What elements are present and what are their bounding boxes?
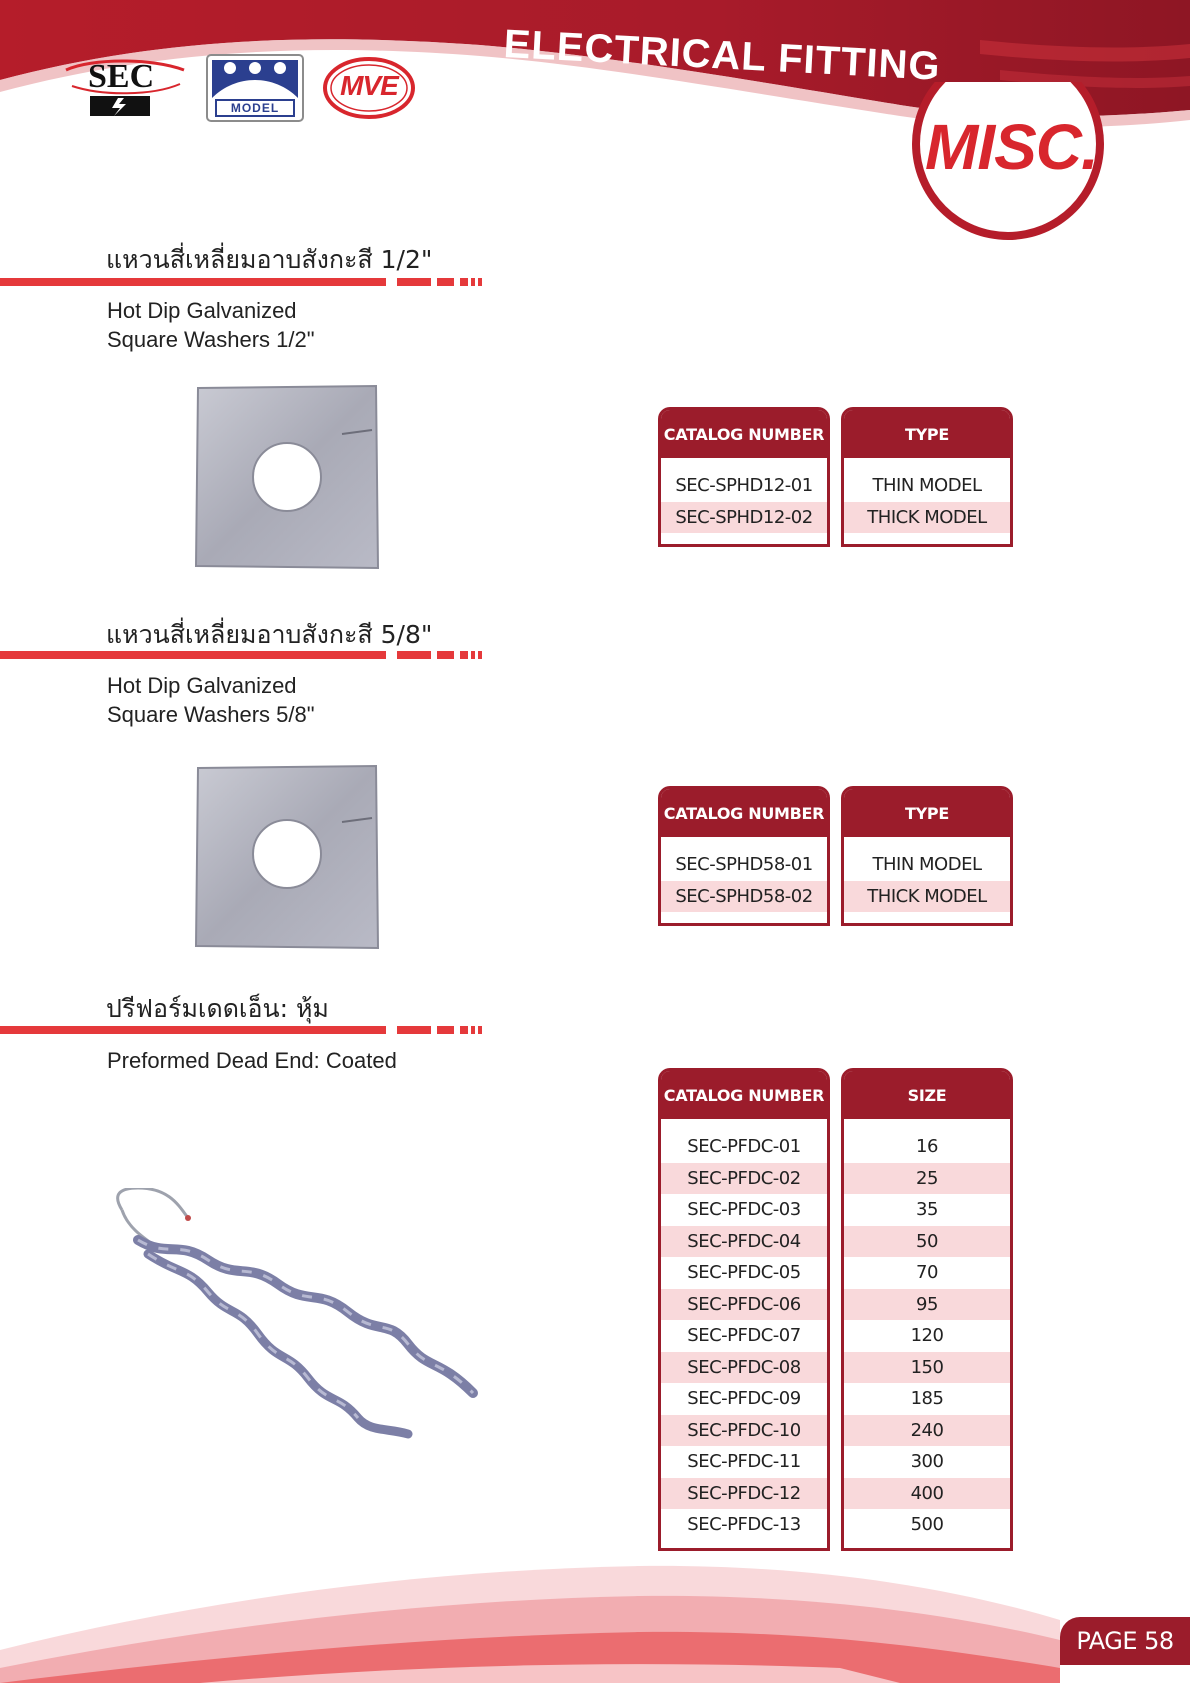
section-1-type-column: [841, 407, 1013, 547]
section-1-english-title: [107, 296, 315, 354]
square-washer-image: [192, 382, 382, 572]
table-cell: 95: [844, 1289, 1010, 1321]
table-cell: 120: [910, 1325, 944, 1347]
catalog-title: ELECTRICAL FITTING: [502, 22, 942, 89]
section-2-english-line-1: Hot Dip Galvanized: [107, 673, 297, 698]
size-header: SIZE: [844, 1071, 1010, 1119]
catalog-number-header: CATALOG NUMBER: [661, 410, 827, 458]
section-3-english-title: [107, 1046, 397, 1075]
section-2-english-line-2: Square Washers 5/8": [107, 702, 315, 727]
table-cell: SEC-PFDC-13: [687, 1514, 801, 1536]
model-logo: [206, 54, 304, 122]
table-cell: SEC-PFDC-04: [661, 1226, 827, 1258]
table-cell: SEC-PFDC-09: [687, 1388, 801, 1410]
table-cell: 400: [844, 1478, 1010, 1510]
table-cell: SEC-PFDC-10: [661, 1415, 827, 1447]
table-cell: 50: [844, 1226, 1010, 1258]
catalog-number-header: CATALOG NUMBER: [661, 789, 827, 837]
preformed-dead-end-image: [108, 1188, 488, 1448]
catalog-number-header: CATALOG NUMBER: [661, 1071, 827, 1119]
table-cell: SEC-SPHD12-01: [675, 475, 813, 497]
table-cell: SEC-SPHD12-02: [661, 502, 827, 534]
section-3-english-line-1: Preformed Dead End: Coated: [107, 1048, 397, 1073]
table-cell: 25: [844, 1163, 1010, 1195]
table-cell: THICK MODEL: [844, 502, 1010, 534]
table-cell: SEC-PFDC-01: [687, 1136, 801, 1158]
category-label: MISC.: [925, 111, 1098, 183]
table-cell: THIN MODEL: [872, 854, 982, 876]
section-1-thai-title: แหวนสี่เหลี่ยมอาบสังกะสี 1/2": [106, 245, 433, 274]
type-header: TYPE: [844, 789, 1010, 837]
section-1-english-line-2: Square Washers 1/2": [107, 327, 315, 352]
table-cell: 500: [910, 1514, 944, 1536]
table-cell: 300: [910, 1451, 944, 1473]
section-1-english-line-1: Hot Dip Galvanized: [107, 298, 297, 323]
table-cell: SEC-PFDC-07: [687, 1325, 801, 1347]
table-cell: THIN MODEL: [872, 475, 982, 497]
sec-logo-text: SEC: [88, 58, 155, 95]
section-3-divider: [0, 1026, 485, 1034]
mve-logo-text: MVE: [340, 70, 398, 101]
section-3-size-column: [841, 1068, 1013, 1551]
page-number-label: PAGE 58: [1060, 1617, 1190, 1665]
type-header: TYPE: [844, 410, 1010, 458]
mve-logo: [322, 56, 416, 120]
section-2-thai-title: แหวนสี่เหลี่ยมอาบสังกะสี 5/8": [106, 620, 433, 649]
table-cell: 16: [916, 1136, 938, 1158]
table-cell: SEC-PFDC-11: [687, 1451, 801, 1473]
table-cell: SEC-PFDC-08: [661, 1352, 827, 1384]
table-cell: 70: [916, 1262, 938, 1284]
table-cell: SEC-PFDC-12: [661, 1478, 827, 1510]
table-cell: 150: [844, 1352, 1010, 1384]
section-3-catalog-column: [658, 1068, 830, 1551]
section-3-thai-title: ปรีฟอร์มเดดเอ็น: หุ้ม: [106, 994, 329, 1023]
footer-wave-banner: [0, 1560, 1190, 1683]
section-2-divider: [0, 651, 485, 659]
table-cell: SEC-PFDC-03: [687, 1199, 801, 1221]
section-2-type-column: [841, 786, 1013, 926]
table-cell: SEC-SPHD58-01: [675, 854, 813, 876]
table-cell: THICK MODEL: [844, 881, 1010, 913]
section-2-catalog-column: [658, 786, 830, 926]
table-cell: 240: [844, 1415, 1010, 1447]
model-logo-text: MODEL: [230, 101, 280, 115]
table-cell: SEC-PFDC-02: [661, 1163, 827, 1195]
table-cell: SEC-SPHD58-02: [661, 881, 827, 913]
section-2-english-title: [107, 671, 315, 729]
square-washer-image: [192, 762, 382, 952]
section-1-catalog-column: [658, 407, 830, 547]
sec-logo: [62, 56, 190, 120]
table-cell: SEC-PFDC-06: [661, 1289, 827, 1321]
section-1-divider: [0, 278, 485, 286]
table-cell: 185: [910, 1388, 944, 1410]
table-cell: 35: [916, 1199, 938, 1221]
table-cell: SEC-PFDC-05: [687, 1262, 801, 1284]
